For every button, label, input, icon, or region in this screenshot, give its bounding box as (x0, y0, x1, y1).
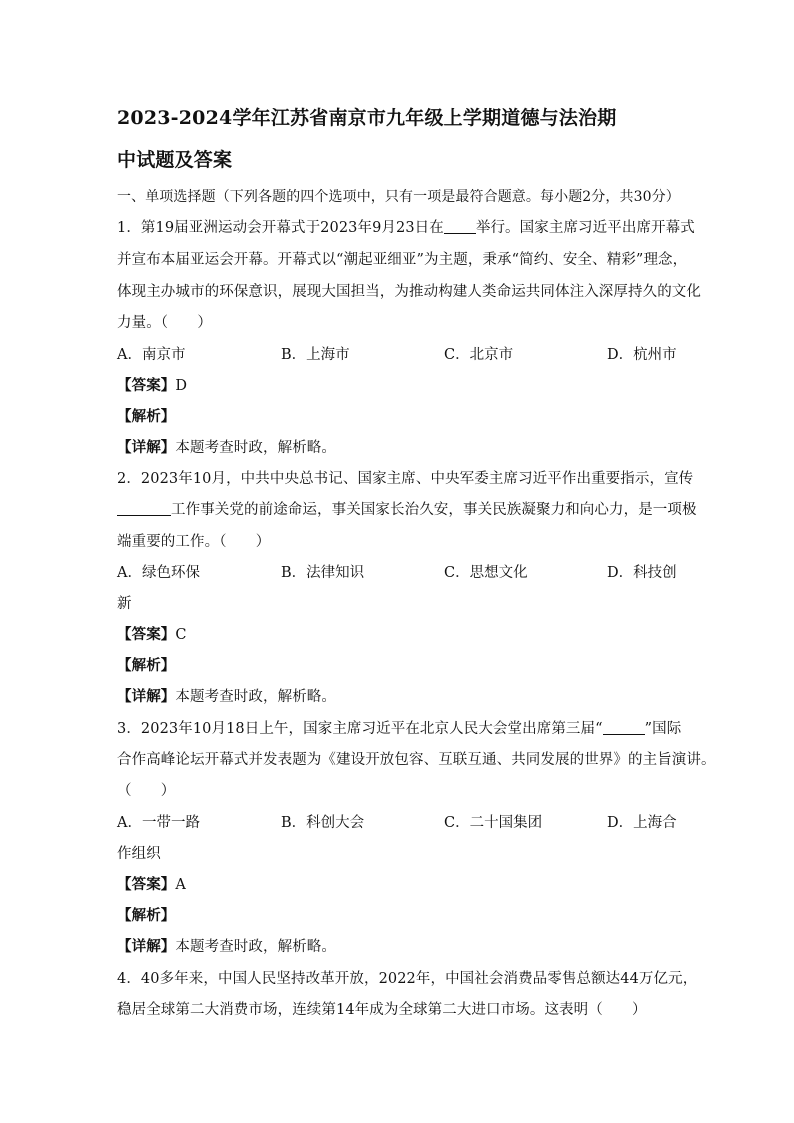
doc-title-line-1: 2023-2024学年江苏省南京市九年级上学期道德与法治期 (117, 107, 617, 129)
question-1-answer: 【答案】D (117, 377, 188, 394)
question-2-option-b: B．法律知识 (281, 565, 365, 581)
question-1-analysis: 【解析】 (117, 408, 176, 425)
question-2-blank (117, 501, 171, 516)
question-2-option-a: A．绿色环保 (117, 565, 200, 581)
doc-title-line-2: 中试题及答案 (117, 149, 233, 171)
question-3-stem-line-3: （ ） (117, 783, 176, 799)
question-2-option-wrap: 新 (117, 596, 132, 612)
question-2-stem-line-3: 端重要的工作。（ ） (117, 534, 271, 550)
question-3-detail: 【详解】本题考查时政，解析略。 (117, 938, 337, 955)
question-4-stem-line-2: 稳居全球第二大消费市场，连续第14年成为全球第二大进口市场。这表明（ ） (117, 1002, 647, 1018)
question-3-blank (603, 720, 645, 735)
question-3-stem-line-1: 3．2023年10月18日上午，国家主席习近平在北京人民大会堂出席第三届“ ”国际 (117, 721, 682, 737)
question-4-stem-line-1: 4．40多年来，中国人民坚持改革开放，2022年，中国社会消费品零售总额达44万亿元， (117, 971, 698, 987)
question-1-stem-line-4: 力量。（ ） (117, 315, 212, 331)
question-3-stem-line-2: 合作高峰论坛开幕式并发表题为《建设开放包容、互联互通、共同发展的世界》的主旨演讲。 (117, 752, 716, 768)
question-1-stem-line-3: 体现主办城市的环保意识，展现大国担当，为推动构建人类命运共同体注入深厚持久的文化 (117, 284, 701, 300)
question-1-option-c: C．北京市 (444, 347, 514, 363)
question-2-detail: 【详解】本题考查时政，解析略。 (117, 688, 337, 705)
question-1-option-b: B．上海市 (281, 347, 350, 363)
question-3-option-wrap: 作组织 (117, 846, 161, 862)
question-3-option-a: A．一带一路 (117, 815, 200, 831)
question-3-answer: 【答案】A (117, 876, 186, 893)
question-3-option-b: B．科创大会 (281, 815, 365, 831)
question-1-stem-line-2: 并宣布本届亚运会开幕。开幕式以“潮起亚细亚”为主题，秉承“简约、安全、精彩”理念， (117, 252, 688, 268)
question-1-option-d: D．杭州市 (607, 347, 677, 363)
question-2-answer: 【答案】C (117, 626, 187, 643)
question-3-analysis: 【解析】 (117, 907, 176, 924)
question-1-blank (444, 219, 476, 234)
question-3-option-d: D．上海合 (607, 815, 677, 831)
question-2-stem-line-1: 2．2023年10月，中共中央总书记、国家主席、中央军委主席习近平作出重要指示，宣传 (117, 471, 694, 487)
question-2-analysis: 【解析】 (117, 657, 176, 674)
question-2-option-d: D．科技创 (607, 565, 677, 581)
question-2-stem-line-2: 工作事关党的前途命运，事关国家长治久安，事关民族凝聚力和向心力，是一项极 (117, 498, 697, 519)
question-3-option-c: C．二十国集团 (444, 815, 543, 831)
section-heading: 一、单项选择题（下列各题的四个选项中，只有一项是最符合题意。每小题2分，共30分） (117, 189, 680, 205)
question-1-option-a: A．南京市 (117, 347, 186, 363)
question-1-stem-line-1: 1．第19届亚洲运动会开幕式于2023年9月23日在 举行。国家主席习近平出席开幕式 (117, 220, 695, 236)
question-1-detail: 【详解】本题考查时政，解析略。 (117, 439, 337, 456)
question-2-option-c: C．思想文化 (444, 565, 528, 581)
